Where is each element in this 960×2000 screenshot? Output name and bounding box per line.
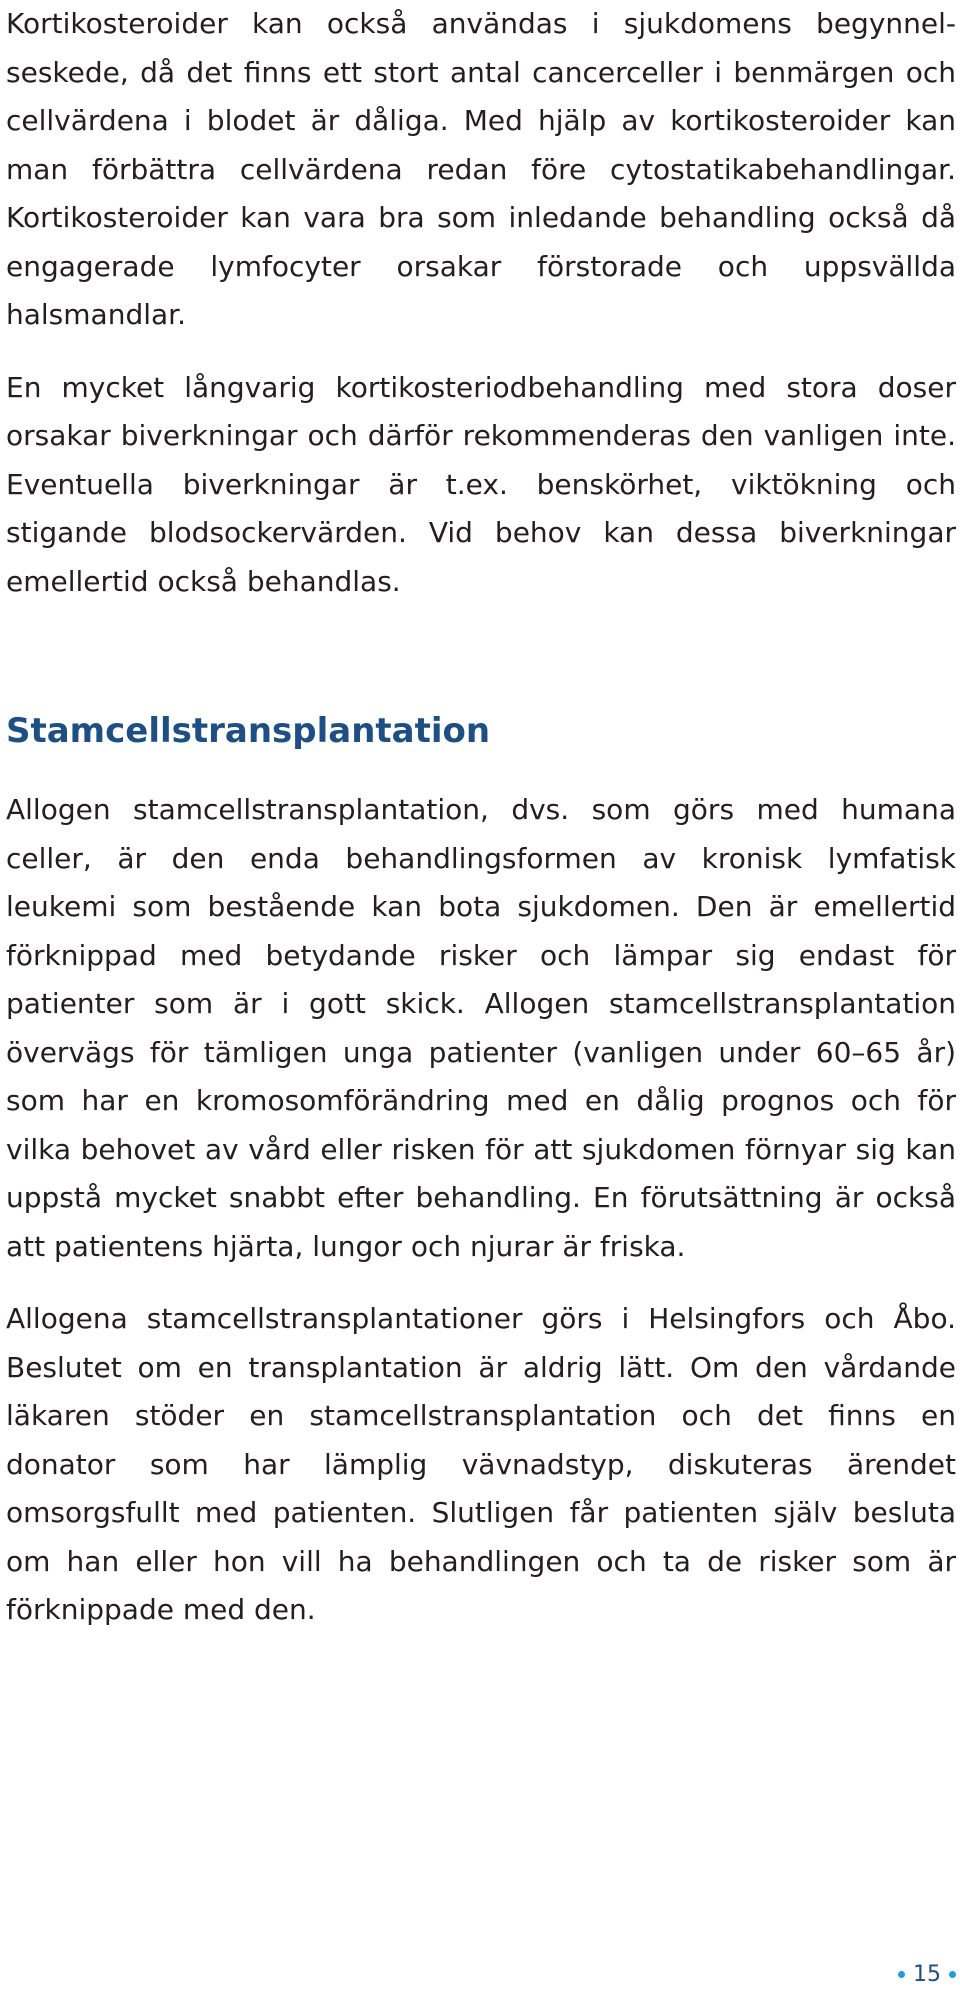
body-paragraph: Allogena stamcellstransplantationer görs i Helsingfors och Åbo. Beslutet om en transplantation är aldrig lätt. Om den vårdande läkaren stöder en stamcellstransplantation och det finns en donator som har lämplig vävnadstyp, diskuteras ärendet omsorgsfullt med patienten. Slutligen får patienten själv besluta om han eller hon vill ha behandlingen och ta de risker som är förknippade med den. (6, 1302, 956, 1626)
bullet-dot-icon (949, 1971, 956, 1978)
page-number: 15 (913, 1962, 941, 1987)
body-paragraph: En mycket långvarig kortikosteriodbehandling med stora doser orsakar biverkningar och därför rekommenderas den vanligen inte. Eventuella biverkningar är t.ex. benskörhet, viktökning och stigande blodsockervärden. Vid behov kan dessa biverkningar emellertid också behandlas. (6, 370, 956, 598)
page-footer (898, 1962, 956, 1987)
section-body (6, 786, 956, 1635)
bullet-dot-icon (898, 1971, 905, 1978)
body-paragraph: Kortikosteroider kan också användas i sjukdomens begynnelseskede, då det finns ett stort antal cancerceller i benmärgen och cellvärdena i blodet är dåliga. Med hjälp av kortikosteroider kan man förbättra cellvärdena redan före cytostatikabehandlingar. Kortikosteroider kan vara bra som inledande behandling också då engagerade lymfocyter orsakar förstorade och uppsvällda halsmandlar. (6, 7, 956, 331)
document-page (6, 0, 956, 1626)
section-heading: Stamcellstransplantation (6, 711, 491, 751)
body-paragraph: Allogen stamcellstransplantation, dvs. som görs med humana celler, är den enda behandlingsformen av kronisk lymfatisk leukemi som bestående kan bota sjukdomen. Den är emellertid förknippad med betydande risker och lämpar sig endast för patienter som är i gott skick. Allogen stamcellstransplantation övervägs för tämligen unga patienter (vanligen under 60–65 år) som har en kromosomförändring med en dålig prognos och för vilka behovet av vård eller risken för att sjukdomen förnyar sig kan uppstå mycket snabbt efter behandling. En förutsättning är också att patientens hjärta, lungor och njurar är friska. (6, 793, 956, 1263)
